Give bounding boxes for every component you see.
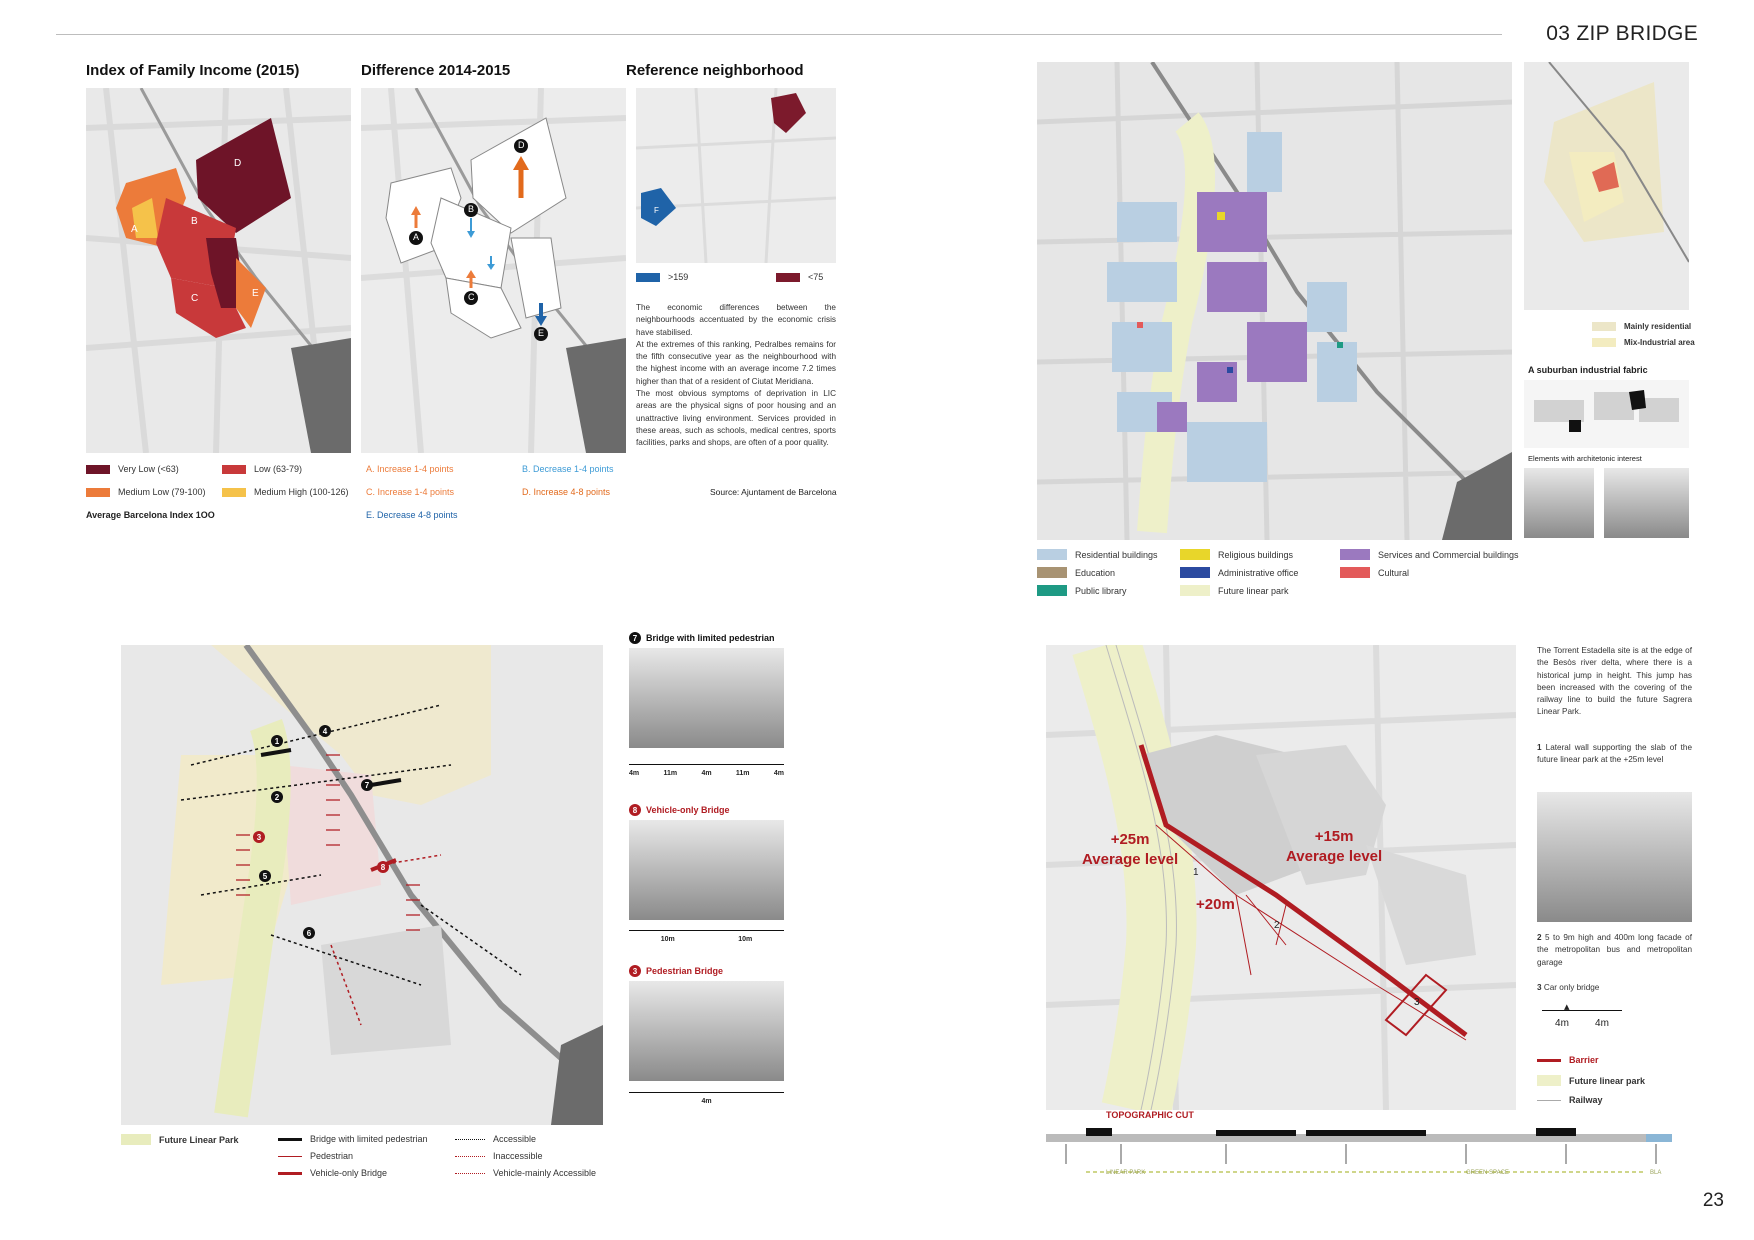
topography-map <box>1046 645 1516 1110</box>
legend-vehicle-mainly: Vehicle-mainly Accessible <box>455 1168 596 1178</box>
diff-legend-c: C. Increase 1-4 points <box>366 487 455 497</box>
bridge-8-section: 10m 10m <box>629 928 784 952</box>
diff-legend-d: D. Increase 4-8 points <box>522 487 611 497</box>
architecture-photo-2 <box>1604 468 1689 538</box>
header-rule <box>56 34 1502 35</box>
legend-vehicle-only: Vehicle-only Bridge <box>278 1168 387 1178</box>
topo-label-green-space: GREEN SPACE <box>1466 1170 1509 1176</box>
note-2: 2 5 to 9m high and 400m long facade of the metropolitan bus and metropolitan garage <box>1537 933 1692 967</box>
paragraph-2: At the extremes of this ranking, Pedralbes remains for the fifth consecutive year as the neighbourhood with the highest income with an average income 7.2 times higher than that of a resident of Ciutat Meridiana. <box>636 339 836 386</box>
income-legend-medium-high: Medium High (100-126) <box>222 487 349 497</box>
diff-legend-b: B. Decrease 1-4 points <box>522 464 614 474</box>
marker-4: 4 <box>319 725 331 737</box>
map-marker-2: 2 <box>1274 920 1280 931</box>
level-25m: +25m Average level <box>1082 831 1179 868</box>
residential-swatch <box>1592 322 1616 331</box>
map2-label-d: D <box>518 140 525 150</box>
topo-title: TOPOGRAPHIC CUT <box>1106 1110 1194 1120</box>
use-legend-education: Education <box>1037 567 1115 578</box>
marker-5: 5 <box>259 870 271 882</box>
map-marker-3: 3 <box>1414 997 1420 1008</box>
map2-label-b: B <box>468 204 475 214</box>
map1-label-d: D <box>234 158 242 169</box>
land-use-map <box>1037 62 1512 540</box>
note-3: 3 Car only bridge <box>1537 983 1600 992</box>
marker-1: 1 <box>271 735 283 747</box>
average-note: Average Barcelona Index 1OO <box>86 510 215 520</box>
bridge-8-photo <box>629 820 784 920</box>
ref-legend-low: <75 <box>776 272 823 282</box>
diff-legend-a: A. Increase 1-4 points <box>366 464 454 474</box>
marker-6: 6 <box>303 927 315 939</box>
very-low-swatch <box>86 465 110 474</box>
legend-limited-pedestrian: Bridge with limited pedestrian <box>278 1134 428 1144</box>
use-legend-administrative: Administrative office <box>1180 567 1298 578</box>
use-legend-linear-park: Future linear park <box>1180 585 1289 596</box>
page-number: 23 <box>1702 1190 1724 1211</box>
map2-label-a: A <box>413 232 420 242</box>
source-note: Source: Ajuntament de Barcelona <box>710 487 837 497</box>
use-legend-religious: Religious buildings <box>1180 549 1293 560</box>
bridge-7-section: 4m 11m 4m 11m 4m <box>629 762 784 786</box>
marker-2: 2 <box>271 791 283 803</box>
reference-map <box>636 88 836 263</box>
bridge-3-caption: 3 Pedestrian Bridge <box>629 965 723 977</box>
suburban-diagram <box>1524 380 1689 448</box>
map1-label-a: A <box>131 224 138 235</box>
income-legend-very-low: Very Low (<63) <box>86 464 179 474</box>
use-legend-cultural: Cultural <box>1340 567 1409 578</box>
medium-high-swatch <box>222 488 246 497</box>
paragraph-3: The most obvious symptoms of deprivation in LIC areas are the physical signs of poor housing and an unattractive living environment. Services provided in these areas, such as schools, medical centres, sports facilities, parks and shops, are often of a poor quality. <box>636 389 836 448</box>
map2-label-c: C <box>468 292 475 302</box>
bridge-3-photo <box>629 981 784 1081</box>
topo-label-bla: BLA <box>1650 1170 1662 1176</box>
level-15m: +15m Average level <box>1286 828 1383 865</box>
difference-title: Difference 2014-2015 <box>361 62 511 79</box>
fabric-legend-mixed: Mix-Industrial area <box>1592 338 1695 347</box>
map-marker-1: 1 <box>1193 867 1199 878</box>
use-legend-library: Public library <box>1037 585 1127 596</box>
legend-accessible: Accessible <box>455 1134 536 1144</box>
architecture-photo-1 <box>1524 468 1594 538</box>
map1-label-c: C <box>191 293 199 304</box>
car-bridge-section: ▴ 4m 4m <box>1542 1000 1622 1034</box>
ref-legend-high: >159 <box>636 272 688 282</box>
car-icon: ▴ <box>1564 1001 1570 1013</box>
bridge-7-caption: 7 Bridge with limited pedestrian <box>629 632 775 644</box>
map1-label-e: E <box>252 288 259 299</box>
map1-label-b: B <box>191 216 198 227</box>
diff-legend-e: E. Decrease 4-8 points <box>366 510 458 520</box>
fabric-map <box>1524 62 1689 310</box>
use-legend-services: Services and Commercial buildings <box>1340 549 1519 560</box>
mixed-swatch <box>1592 338 1616 347</box>
income-legend-medium-low: Medium Low (79-100) <box>86 487 206 497</box>
marker-3: 3 <box>253 831 265 843</box>
legend-barrier: Barrier <box>1537 1055 1599 1065</box>
marker-7: 7 <box>361 779 373 791</box>
topo-label-linear-park: LINEAR PARK <box>1106 1170 1146 1176</box>
use-legend-residential: Residential buildings <box>1037 549 1158 560</box>
difference-map <box>361 88 626 453</box>
sheet-title: 03 ZIP BRIDGE <box>1546 22 1698 45</box>
level-20m: +20m <box>1196 896 1235 913</box>
legend-pedestrian: Pedestrian <box>278 1151 353 1161</box>
paragraph-1: The economic differences between the neighbourhoods accentuated by the economic crisis have stabilised. <box>636 303 836 337</box>
low-swatch <box>222 465 246 474</box>
bridge-8-caption: 8 Vehicle-only Bridge <box>629 804 730 816</box>
legend-linear-park: Future linear park <box>1537 1075 1645 1086</box>
reference-title: Reference neighborhood <box>626 62 804 79</box>
medium-low-swatch <box>86 488 110 497</box>
income-description <box>636 302 836 450</box>
ref-low-swatch <box>776 273 800 282</box>
bridge-3-section: 4m <box>629 1090 784 1114</box>
map2-label-e: E <box>538 328 545 338</box>
legend-future-linear-park: Future Linear Park <box>121 1134 239 1145</box>
site-intro: The Torrent Estadella site is at the edge of the Besòs river delta, where there is a historical jump in height. This jump has been increased with the covering of the railway line to build the future Sagrera Linear Park. <box>1537 646 1692 717</box>
accessibility-map <box>121 645 603 1125</box>
income-title: Index of Family Income (2015) <box>86 62 300 79</box>
wall-photo <box>1537 792 1692 922</box>
bridge-7-photo <box>629 648 784 748</box>
fabric-legend-residential: Mainly residential <box>1592 322 1691 331</box>
topographic-section <box>1046 1124 1672 1184</box>
marker-8: 8 <box>377 861 389 873</box>
map3-label-f: F <box>654 206 659 215</box>
elements-title: Elements with architetonic interest <box>1528 454 1642 463</box>
income-map <box>86 88 351 453</box>
legend-railway: Railway <box>1537 1095 1603 1105</box>
note-1: 1 Lateral wall supporting the slab of the future linear park at the +25m level <box>1537 743 1693 765</box>
income-legend-low: Low (63-79) <box>222 464 302 474</box>
suburban-title: A suburban industrial fabric <box>1528 365 1648 375</box>
legend-inaccessible: Inaccessible <box>455 1151 543 1161</box>
ref-high-swatch <box>636 273 660 282</box>
